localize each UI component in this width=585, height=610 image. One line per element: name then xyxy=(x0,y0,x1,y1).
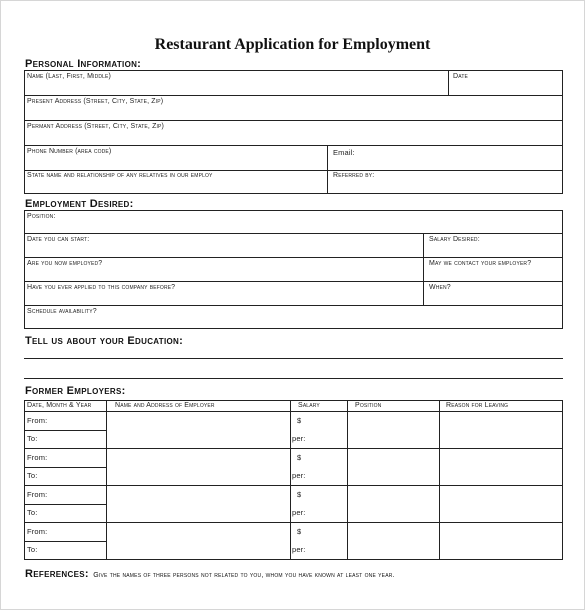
divider xyxy=(327,171,328,193)
former-employers-table xyxy=(24,400,563,560)
employment-desired-heading: Employment Desired: xyxy=(25,198,134,210)
to-label: To: xyxy=(27,471,38,480)
references-heading: References: xyxy=(25,568,89,580)
employer-row[interactable] xyxy=(25,486,562,523)
referred-by-label: Referred by: xyxy=(333,172,375,179)
education-line-1[interactable] xyxy=(24,358,563,359)
to-label: To: xyxy=(27,545,38,554)
to-label: To: xyxy=(27,434,38,443)
column-header-position: Position xyxy=(355,402,382,409)
salary-dollar-label: $ xyxy=(297,416,302,425)
divider xyxy=(423,258,424,281)
personal-information-heading: Personal Information: xyxy=(25,58,142,70)
salary-per-label: per: xyxy=(292,434,306,443)
name-row xyxy=(25,71,562,96)
employer-row[interactable] xyxy=(25,412,562,449)
references-instructions: Give the names of three persons not related to you, whom you have known at least one year. xyxy=(93,572,395,579)
salary-per-label: per: xyxy=(292,508,306,517)
when-label: When? xyxy=(429,284,451,291)
relatives-label: State name and relationship of any relatives in our employ xyxy=(27,172,213,179)
from-label: From: xyxy=(27,453,48,462)
salary-per-label: per: xyxy=(292,545,306,554)
now-employed-label: Are you now employed? xyxy=(27,260,103,267)
start-date-label: Date you can start: xyxy=(27,236,90,243)
personal-information-box xyxy=(24,70,563,194)
to-label: To: xyxy=(27,508,38,517)
former-employers-heading: Former Employers: xyxy=(25,385,126,397)
references-line xyxy=(25,564,395,582)
salary-dollar-label: $ xyxy=(297,490,302,499)
contact-employer-label: May we contact your employer? xyxy=(429,260,532,267)
employment-desired-box xyxy=(24,210,563,329)
date-field-label: Date xyxy=(453,73,469,80)
start-date-row xyxy=(25,234,562,258)
education-heading: Tell us about your Education: xyxy=(25,335,184,347)
from-label: From: xyxy=(27,527,48,536)
divider xyxy=(327,146,328,170)
column-header-reason: Reason for Leaving xyxy=(446,402,509,409)
education-line-2[interactable] xyxy=(24,378,563,379)
schedule-label: Schedule availability? xyxy=(27,308,97,315)
salary-desired-label: Salary Desired: xyxy=(429,236,480,243)
phone-email-row xyxy=(25,146,562,171)
position-row[interactable] xyxy=(25,211,562,234)
applied-before-label: Have you ever applied to this company before? xyxy=(27,284,176,291)
position-label: Position: xyxy=(27,213,56,220)
divider xyxy=(423,282,424,305)
divider xyxy=(448,71,449,95)
table-header-row xyxy=(25,401,562,412)
from-to-divider xyxy=(25,430,106,431)
salary-dollar-label: $ xyxy=(297,527,302,536)
name-field-label: Name (Last, First, Middle) xyxy=(27,73,112,80)
column-header-employer: Name and Address of Employer xyxy=(115,402,215,409)
permanent-address-row[interactable] xyxy=(25,121,562,146)
from-label: From: xyxy=(27,490,48,499)
relatives-row xyxy=(25,171,562,193)
salary-dollar-label: $ xyxy=(297,453,302,462)
present-address-label: Present Address (Street, City, State, Zip) xyxy=(27,98,164,105)
salary-per-label: per: xyxy=(292,471,306,480)
column-header-date: Date, Month & Year xyxy=(27,402,92,409)
from-label: From: xyxy=(27,416,48,425)
schedule-row[interactable] xyxy=(25,306,562,328)
employer-row[interactable] xyxy=(25,523,562,558)
employer-row[interactable] xyxy=(25,449,562,486)
column-header-salary: Salary xyxy=(298,402,320,409)
present-address-row[interactable] xyxy=(25,96,562,121)
permanent-address-label: Permant Address (Street, City, State, Zip) xyxy=(27,123,165,130)
from-to-divider xyxy=(25,541,106,542)
form-title: Restaurant Application for Employment xyxy=(154,36,431,53)
from-to-divider xyxy=(25,467,106,468)
divider xyxy=(423,234,424,257)
email-label: Email: xyxy=(333,148,355,157)
from-to-divider xyxy=(25,504,106,505)
applied-before-row xyxy=(25,282,562,306)
now-employed-row xyxy=(25,258,562,282)
phone-number-label: Phone Number (area code) xyxy=(27,148,112,155)
